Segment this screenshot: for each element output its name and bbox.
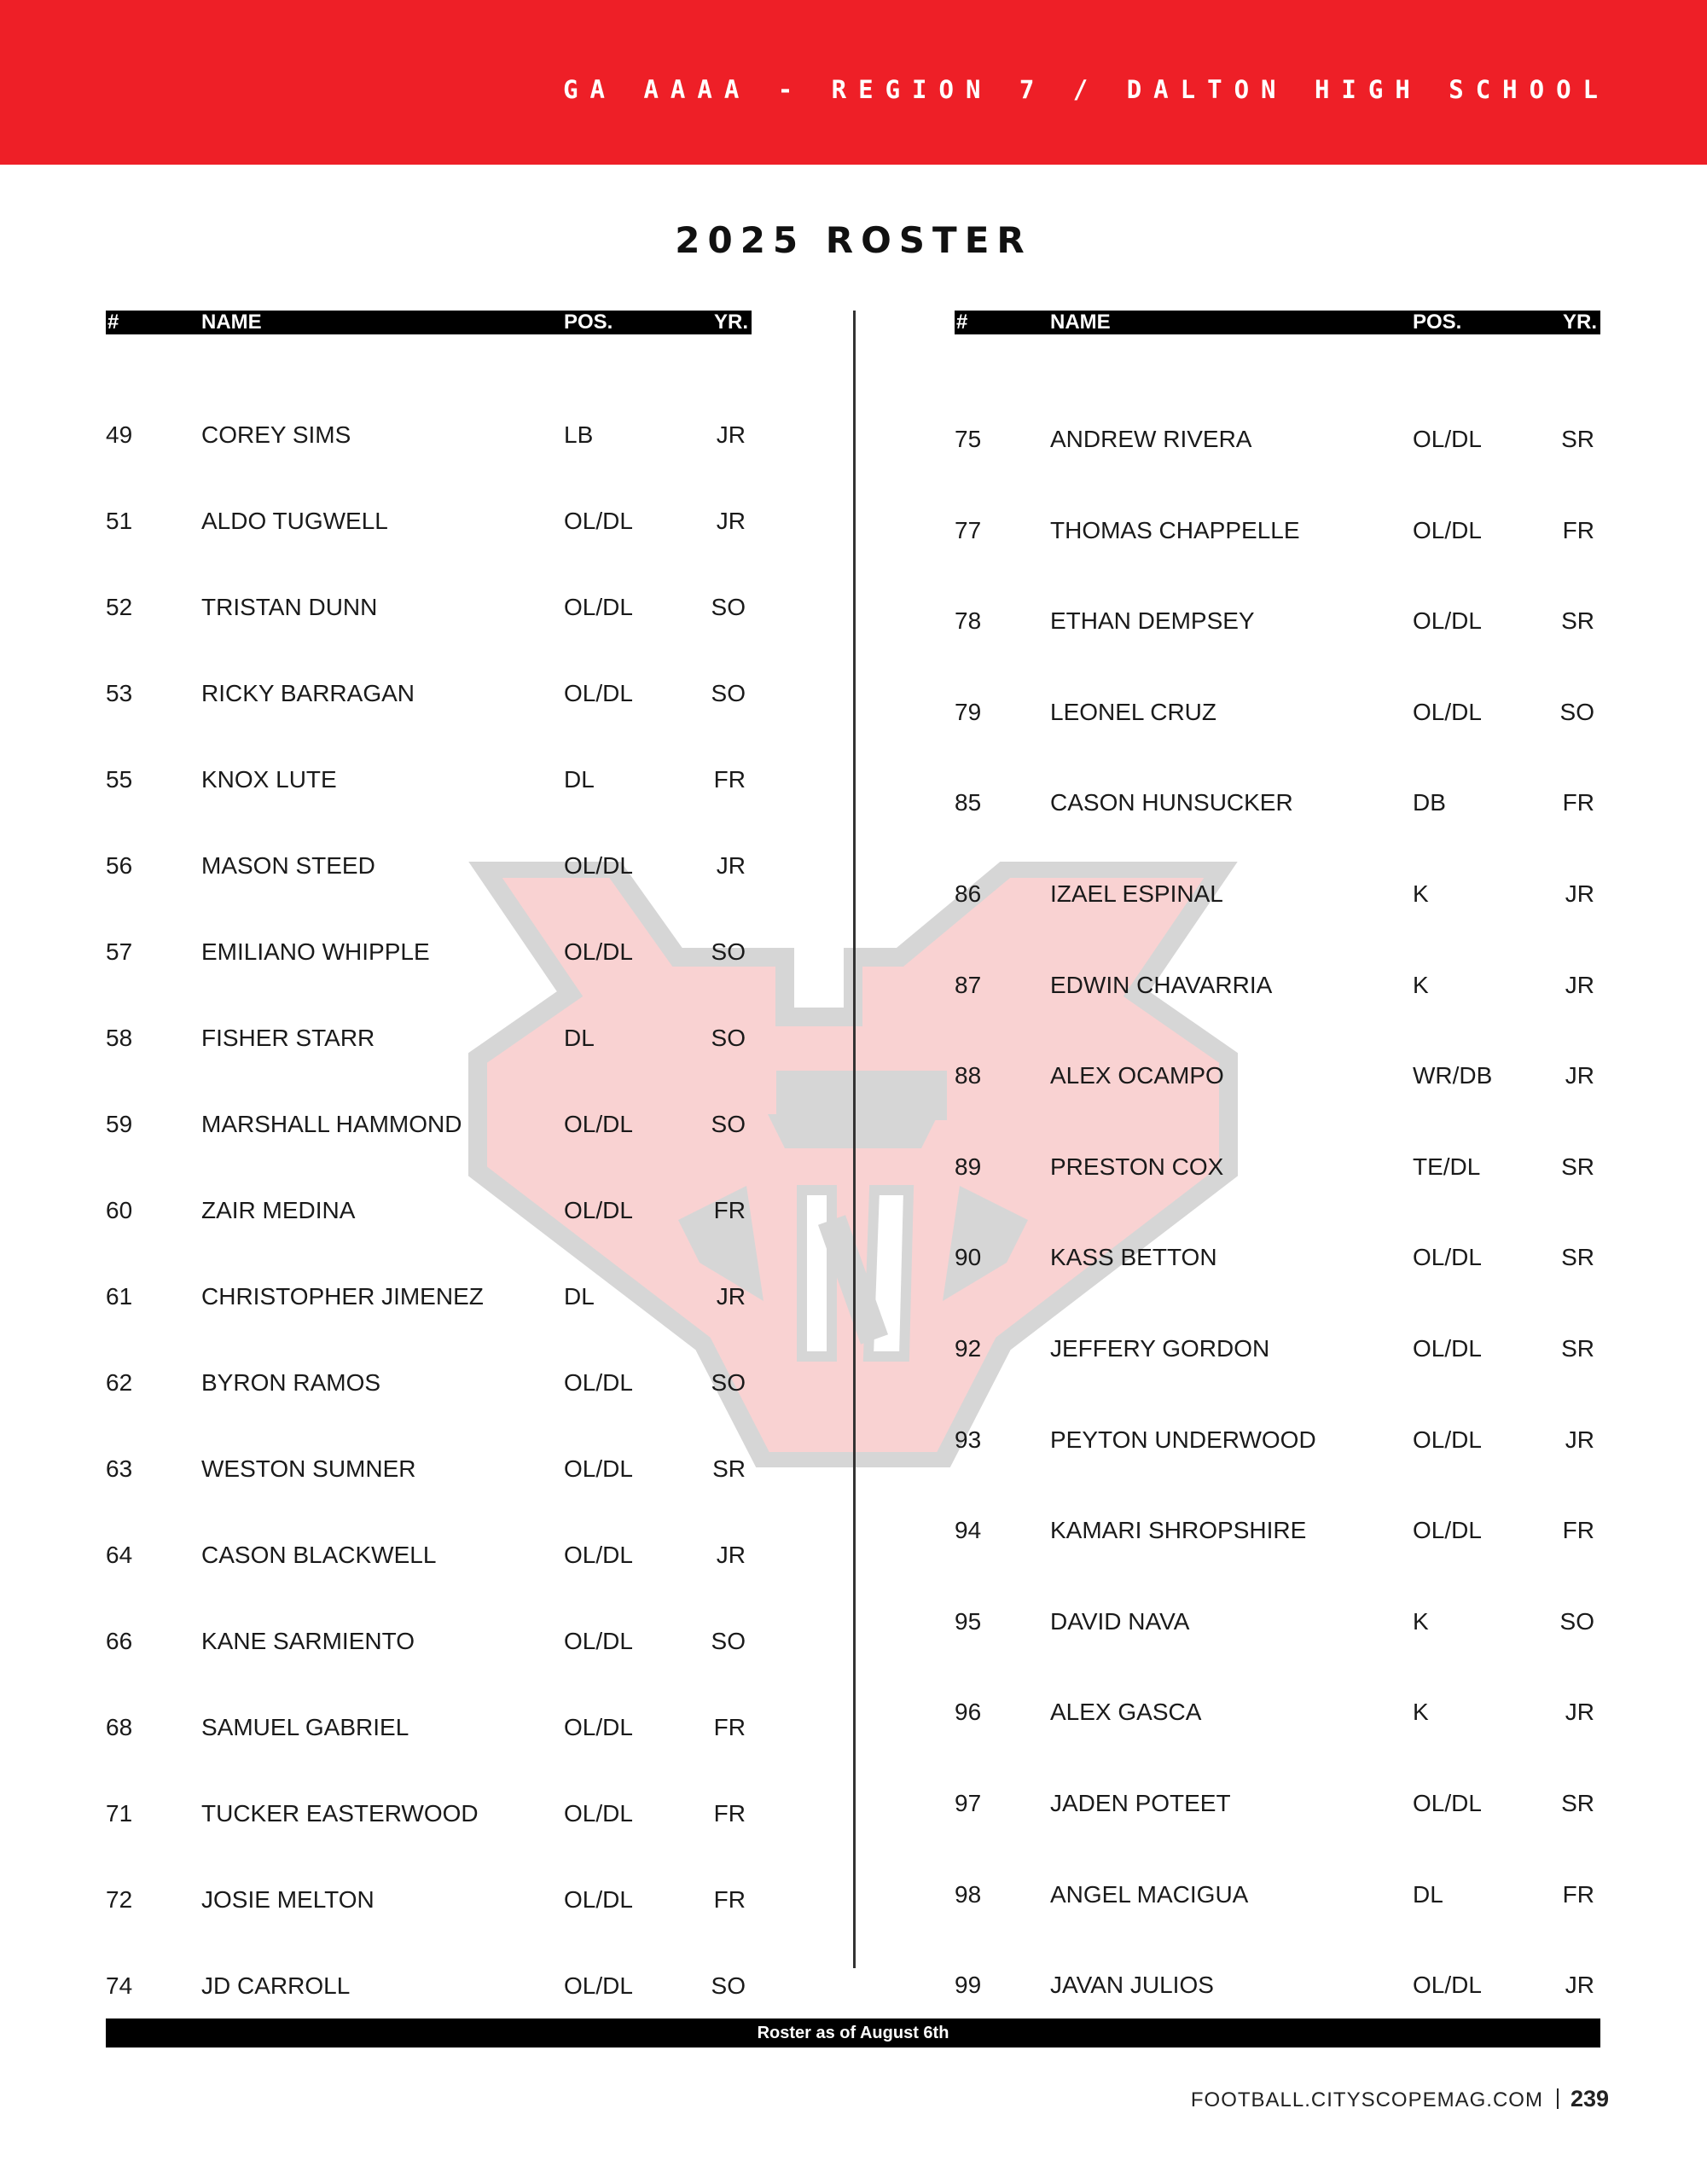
table-row (106, 1280, 752, 1314)
player-number: 98 (955, 1881, 982, 1908)
table-row (106, 504, 752, 538)
table-row (955, 1695, 1600, 1729)
column-divider (853, 311, 856, 1968)
table-row (955, 604, 1600, 638)
player-year: SR (1561, 1790, 1594, 1816)
table-row (106, 1194, 752, 1228)
player-number: 86 (955, 880, 982, 907)
header-position: POS. (564, 311, 613, 334)
player-number: 72 (106, 1886, 133, 1913)
player-year: SR (1561, 426, 1594, 452)
player-name: FISHER STARR (201, 1025, 375, 1051)
player-year: FR (1562, 1517, 1594, 1543)
player-name: PEYTON UNDERWOOD (1050, 1426, 1316, 1453)
player-number: 56 (106, 852, 133, 879)
roster-date-note: Roster as of August 6th (106, 2018, 1600, 2048)
player-position: DB (1413, 789, 1446, 816)
player-position: OL/DL (1413, 517, 1482, 543)
player-year: SR (712, 1455, 746, 1482)
player-position: DL (564, 1025, 595, 1051)
player-name: COREY SIMS (201, 421, 351, 448)
header-number: # (956, 311, 968, 334)
player-name: KANE SARMIENTO (201, 1628, 415, 1654)
player-name: MARSHALL HAMMOND (201, 1111, 462, 1137)
player-name: ALEX GASCA (1050, 1699, 1202, 1725)
table-row (106, 1366, 752, 1400)
player-name: IZAEL ESPINAL (1050, 880, 1223, 907)
player-name: JOSIE MELTON (201, 1886, 374, 1913)
player-name: DAVID NAVA (1050, 1608, 1190, 1635)
player-number: 64 (106, 1542, 133, 1568)
player-year: SR (1561, 1153, 1594, 1180)
player-name: ANGEL MACIGUA (1050, 1881, 1249, 1908)
table-row (955, 786, 1600, 820)
table-row (106, 1021, 752, 1055)
player-year: SO (1559, 699, 1594, 725)
player-number: 51 (106, 508, 133, 534)
player-year: JR (1565, 1426, 1594, 1453)
player-number: 52 (106, 594, 133, 620)
player-position: OL/DL (1413, 1426, 1482, 1453)
player-position: OL/DL (1413, 1517, 1482, 1543)
table-row (955, 1786, 1600, 1821)
roster-table-right (955, 311, 1600, 1998)
player-number: 88 (955, 1062, 982, 1089)
player-year: JR (1565, 880, 1594, 907)
player-position: OL/DL (1413, 607, 1482, 634)
player-position: OL/DL (564, 1800, 633, 1827)
table-row (955, 1059, 1600, 1093)
table-row (106, 849, 752, 883)
player-year: SO (711, 1111, 746, 1137)
player-name: ALEX OCAMPO (1050, 1062, 1224, 1089)
table-row (955, 1878, 1600, 1912)
player-name: EMILIANO WHIPPLE (201, 938, 430, 965)
player-number: 63 (106, 1455, 133, 1482)
player-year: SO (711, 1025, 746, 1051)
player-position: DL (564, 766, 595, 793)
player-year: JR (716, 421, 746, 448)
player-year: FR (713, 766, 746, 793)
table-row (955, 695, 1600, 729)
player-year: FR (713, 1714, 746, 1740)
player-number: 95 (955, 1608, 982, 1635)
player-number: 53 (106, 680, 133, 706)
roster-table-left (106, 311, 752, 1999)
table-header (106, 311, 752, 334)
player-year: SO (711, 680, 746, 706)
player-name: ANDREW RIVERA (1050, 426, 1252, 452)
player-number: 75 (955, 426, 982, 452)
player-name: PRESTON COX (1050, 1153, 1224, 1180)
player-number: 58 (106, 1025, 133, 1051)
player-position: OL/DL (564, 1369, 633, 1396)
player-number: 59 (106, 1111, 133, 1137)
header-name: NAME (1050, 311, 1111, 334)
player-position: K (1413, 1608, 1429, 1635)
player-position: K (1413, 880, 1429, 907)
player-number: 74 (106, 1972, 133, 1999)
player-position: OL/DL (564, 1111, 633, 1137)
player-year: JR (716, 1542, 746, 1568)
player-year: JR (1565, 1699, 1594, 1725)
page-title: 2025 ROSTER (675, 219, 1032, 261)
table-row (106, 677, 752, 711)
player-year: SO (711, 594, 746, 620)
player-name: EDWIN CHAVARRIA (1050, 972, 1273, 998)
player-name: JADEN POTEET (1050, 1790, 1231, 1816)
player-year: SO (711, 1972, 746, 1999)
table-row (106, 1624, 752, 1658)
player-number: 49 (106, 421, 133, 448)
table-row (955, 1150, 1600, 1184)
player-name: KASS BETTON (1050, 1244, 1217, 1270)
player-number: 93 (955, 1426, 982, 1453)
player-year: SO (711, 1369, 746, 1396)
table-row (106, 1107, 752, 1141)
player-year: JR (1565, 1972, 1594, 1998)
player-position: OL/DL (564, 1197, 633, 1223)
site-url: FOOTBALL.CITYSCOPEMAG.COM (1190, 2088, 1543, 2111)
player-position: DL (564, 1283, 595, 1310)
header-name: NAME (201, 311, 262, 334)
player-position: K (1413, 1699, 1429, 1725)
header-number: # (107, 311, 119, 334)
player-name: JAVAN JULIOS (1050, 1972, 1214, 1998)
table-row (955, 1423, 1600, 1457)
player-position: OL/DL (564, 1455, 633, 1482)
player-year: FR (713, 1800, 746, 1827)
player-position: OL/DL (1413, 1335, 1482, 1362)
table-row (955, 1513, 1600, 1548)
page-number: 239 (1570, 2086, 1609, 2111)
player-position: OL/DL (564, 1542, 633, 1568)
table-row (955, 1240, 1600, 1275)
player-number: 66 (106, 1628, 133, 1654)
footer-separator (1557, 2088, 1559, 2109)
table-row (106, 1969, 752, 2003)
table-row (106, 1452, 752, 1486)
player-position: OL/DL (564, 680, 633, 706)
player-year: FR (1562, 789, 1594, 816)
player-year: FR (1562, 1881, 1594, 1908)
player-position: K (1413, 972, 1429, 998)
table-row (955, 877, 1600, 911)
player-name: BYRON RAMOS (201, 1369, 381, 1396)
player-year: JR (716, 852, 746, 879)
player-number: 94 (955, 1517, 982, 1543)
player-number: 87 (955, 972, 982, 998)
player-name: RICKY BARRAGAN (201, 680, 415, 706)
player-number: 61 (106, 1283, 133, 1310)
player-year: SO (1559, 1608, 1594, 1635)
player-number: 90 (955, 1244, 982, 1270)
player-name: WESTON SUMNER (201, 1455, 416, 1482)
player-number: 71 (106, 1800, 133, 1827)
header-year: YR. (1562, 311, 1597, 334)
table-row (106, 1797, 752, 1831)
table-row (955, 514, 1600, 548)
player-position: DL (1413, 1881, 1443, 1908)
player-name: SAMUEL GABRIEL (201, 1714, 409, 1740)
player-year: JR (1565, 972, 1594, 998)
player-year: FR (713, 1886, 746, 1913)
player-year: SR (1561, 607, 1594, 634)
player-year: JR (716, 508, 746, 534)
player-number: 68 (106, 1714, 133, 1740)
player-number: 77 (955, 517, 982, 543)
player-year: SO (711, 1628, 746, 1654)
table-row (955, 1968, 1600, 2002)
player-position: OL/DL (1413, 1790, 1482, 1816)
player-name: JD CARROLL (201, 1972, 351, 1999)
player-number: 85 (955, 789, 982, 816)
player-year: SO (711, 938, 746, 965)
player-number: 78 (955, 607, 982, 634)
player-number: 60 (106, 1197, 133, 1223)
table-row (106, 418, 752, 452)
player-name: TRISTAN DUNN (201, 594, 378, 620)
player-year: JR (1565, 1062, 1594, 1089)
table-row (106, 1883, 752, 1917)
player-name: ETHAN DEMPSEY (1050, 607, 1255, 634)
player-position: OL/DL (564, 1886, 633, 1913)
player-position: OL/DL (564, 852, 633, 879)
player-position: LB (564, 421, 594, 448)
table-row (955, 1605, 1600, 1639)
player-position: OL/DL (564, 1714, 633, 1740)
player-year: SR (1561, 1244, 1594, 1270)
player-name: CASON HUNSUCKER (1050, 789, 1293, 816)
top-banner (0, 0, 1707, 165)
player-year: JR (716, 1283, 746, 1310)
player-number: 99 (955, 1972, 982, 1998)
player-name: ZAIR MEDINA (201, 1197, 356, 1223)
table-row (106, 1711, 752, 1745)
player-name: KNOX LUTE (201, 766, 337, 793)
player-number: 55 (106, 766, 133, 793)
player-position: OL/DL (564, 508, 633, 534)
table-row (106, 763, 752, 797)
player-name: KAMARI SHROPSHIRE (1050, 1517, 1307, 1543)
player-year: FR (713, 1197, 746, 1223)
player-position: OL/DL (1413, 1244, 1482, 1270)
player-number: 62 (106, 1369, 133, 1396)
table-row (955, 422, 1600, 456)
player-position: OL/DL (564, 1628, 633, 1654)
player-name: MASON STEED (201, 852, 375, 879)
table-row (955, 968, 1600, 1002)
player-number: 89 (955, 1153, 982, 1180)
player-number: 57 (106, 938, 133, 965)
table-row (955, 1332, 1600, 1366)
player-number: 96 (955, 1699, 982, 1725)
player-name: LEONEL CRUZ (1050, 699, 1217, 725)
player-position: OL/DL (1413, 699, 1482, 725)
player-year: FR (1562, 517, 1594, 543)
player-name: THOMAS CHAPPELLE (1050, 517, 1300, 543)
player-position: OL/DL (564, 1972, 633, 1999)
player-name: TUCKER EASTERWOOD (201, 1800, 479, 1827)
player-name: ALDO TUGWELL (201, 508, 388, 534)
player-position: OL/DL (564, 938, 633, 965)
table-row (106, 1538, 752, 1572)
header-position: POS. (1413, 311, 1462, 334)
player-name: CASON BLACKWELL (201, 1542, 437, 1568)
player-position: WR/DB (1413, 1062, 1493, 1089)
player-number: 97 (955, 1790, 982, 1816)
table-row (106, 935, 752, 969)
table-header (955, 311, 1600, 334)
player-number: 92 (955, 1335, 982, 1362)
player-number: 79 (955, 699, 982, 725)
page-footer (1191, 2084, 1609, 2113)
table-row (106, 590, 752, 624)
player-year: SR (1561, 1335, 1594, 1362)
player-name: CHRISTOPHER JIMENEZ (201, 1283, 484, 1310)
header-year: YR. (713, 311, 748, 334)
banner-text: GA AAAA - REGION 7 / DALTON HIGH SCHOOL (563, 75, 1610, 104)
player-position: OL/DL (564, 594, 633, 620)
player-name: JEFFERY GORDON (1050, 1335, 1270, 1362)
player-position: OL/DL (1413, 1972, 1482, 1998)
player-position: OL/DL (1413, 426, 1482, 452)
player-position: TE/DL (1413, 1153, 1481, 1180)
